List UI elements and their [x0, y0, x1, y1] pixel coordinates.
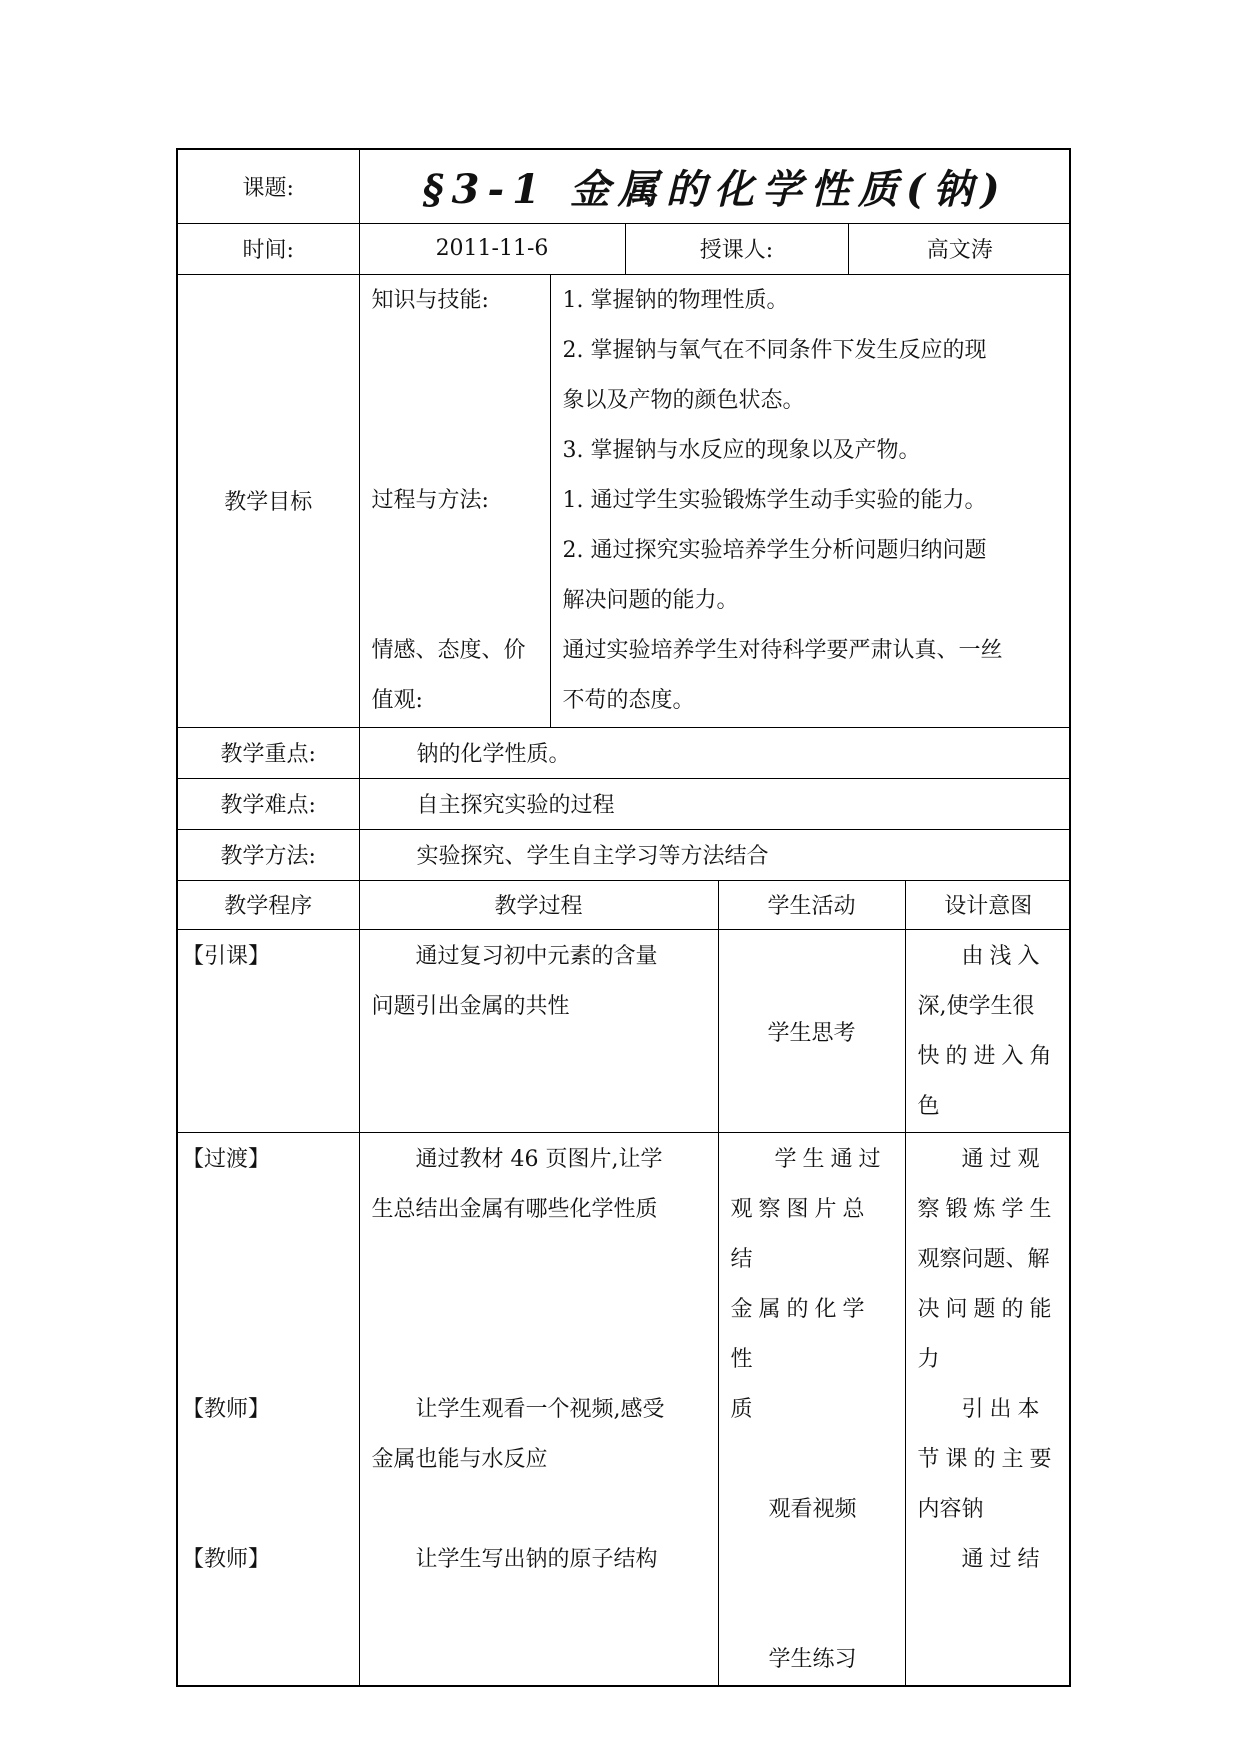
intent-line: 节课的主要 [917, 1447, 1058, 1472]
process-line: 通过教材 46 页图片,让学 [415, 1147, 663, 1172]
time-label: 时间: [178, 223, 359, 274]
header-activity: 学生活动 [718, 880, 905, 930]
activity-line: 质 [730, 1397, 753, 1422]
key-point-value: 钠的化学性质。 [359, 727, 1071, 778]
process-line: 通过复习初中元素的含量 [415, 944, 658, 969]
process-line: 金属也能与水反应 [371, 1447, 548, 1472]
activity-line: 观看视频 [768, 1497, 857, 1522]
lesson-date: 2011-11-6 [359, 223, 625, 274]
transition-activity [718, 1133, 905, 1686]
objective-line: 不苟的态度。 [562, 687, 695, 713]
key-point-label: 教学重点: [178, 727, 359, 778]
intent-line: 深,使学生很 [917, 994, 1035, 1019]
header-process: 教学过程 [359, 880, 718, 930]
objectives-categories [359, 274, 550, 728]
header-procedure: 教学程序 [178, 880, 359, 930]
stage-label: 【过渡】 [182, 1147, 271, 1172]
process-line: 问题引出金属的共性 [371, 994, 570, 1019]
activity-line: 学生练习 [768, 1647, 857, 1672]
intro-process [359, 930, 718, 1133]
lesson-title: §3-1 金属的化学性质(钠) [359, 150, 1071, 223]
objective-line: 1. 掌握钠的物理性质。 [562, 287, 789, 313]
difficulty-value: 自主探究实验的过程 [359, 778, 1071, 829]
objectives-label: 教学目标 [178, 274, 359, 728]
procedure-table [178, 880, 1071, 1686]
category-process: 过程与方法: [371, 487, 489, 513]
intent-line: 快的进入角 [917, 1044, 1058, 1069]
teacher-label: 授课人: [625, 223, 848, 274]
intent-line: 通过结 [961, 1547, 1046, 1572]
objective-line: 2. 掌握钠与氧气在不同条件下发生反应的现 [562, 337, 987, 363]
transition-intent [905, 1133, 1071, 1686]
objective-line: 3. 掌握钠与水反应的现象以及产物。 [562, 437, 921, 463]
activity-line: 金属的化学性 [730, 1297, 871, 1372]
intent-line: 察锻炼学生 [917, 1197, 1058, 1222]
activity-line: 学生通过 [774, 1147, 887, 1172]
method-label: 教学方法: [178, 829, 359, 880]
category-emotion-line1: 情感、态度、价 [371, 637, 526, 663]
process-line: 生总结出金属有哪些化学性质 [371, 1197, 658, 1222]
stage-label: 【教师】 [182, 1547, 271, 1572]
objective-line: 通过实验培养学生对待科学要严肃认真、一丝 [562, 637, 1003, 663]
category-emotion-line2: 值观: [371, 687, 423, 713]
objective-line: 2. 通过探究实验培养学生分析问题归纳问题 [562, 537, 987, 563]
intent-line: 通过观 [961, 1147, 1046, 1172]
process-line: 让学生观看一个视频,感受 [415, 1397, 665, 1422]
objectives-content [550, 274, 1071, 728]
intent-line: 内容钠 [917, 1497, 984, 1522]
teacher-name: 高文涛 [848, 223, 1071, 274]
header-intent: 设计意图 [905, 880, 1071, 930]
title-label-cell [178, 150, 359, 223]
intro-activity: 学生思考 [718, 930, 905, 1133]
stage-label: 【教师】 [182, 1397, 271, 1422]
intent-line: 观察问题、解 [917, 1247, 1050, 1272]
lesson-plan-table [176, 148, 1071, 1687]
stage-label: 【引课】 [182, 944, 271, 969]
objective-line: 解决问题的能力。 [562, 587, 739, 613]
summary-table [178, 727, 1071, 881]
activity-line: 观察图片总结 [730, 1197, 871, 1272]
intent-line: 色 [917, 1094, 940, 1119]
method-value: 实验探究、学生自主学习等方法结合 [359, 829, 1071, 880]
category-knowledge: 知识与技能: [371, 287, 489, 313]
objective-line: 1. 通过学生实验锻炼学生动手实验的能力。 [562, 487, 987, 513]
difficulty-label: 教学难点: [178, 778, 359, 829]
header-table [178, 150, 1071, 275]
intent-line: 由浅入 [961, 944, 1046, 969]
transition-stages [178, 1133, 359, 1686]
objectives-table [178, 274, 1071, 729]
title-label: 课题: [242, 175, 294, 201]
intent-line: 力 [917, 1347, 940, 1372]
intent-line: 引出本 [961, 1397, 1046, 1422]
intro-intent [905, 930, 1071, 1133]
transition-process [359, 1133, 718, 1686]
intro-stage [178, 930, 359, 1133]
intent-line: 决问题的能 [917, 1297, 1058, 1322]
process-line: 让学生写出钠的原子结构 [415, 1547, 658, 1572]
objective-line: 象以及产物的颜色状态。 [562, 387, 805, 413]
